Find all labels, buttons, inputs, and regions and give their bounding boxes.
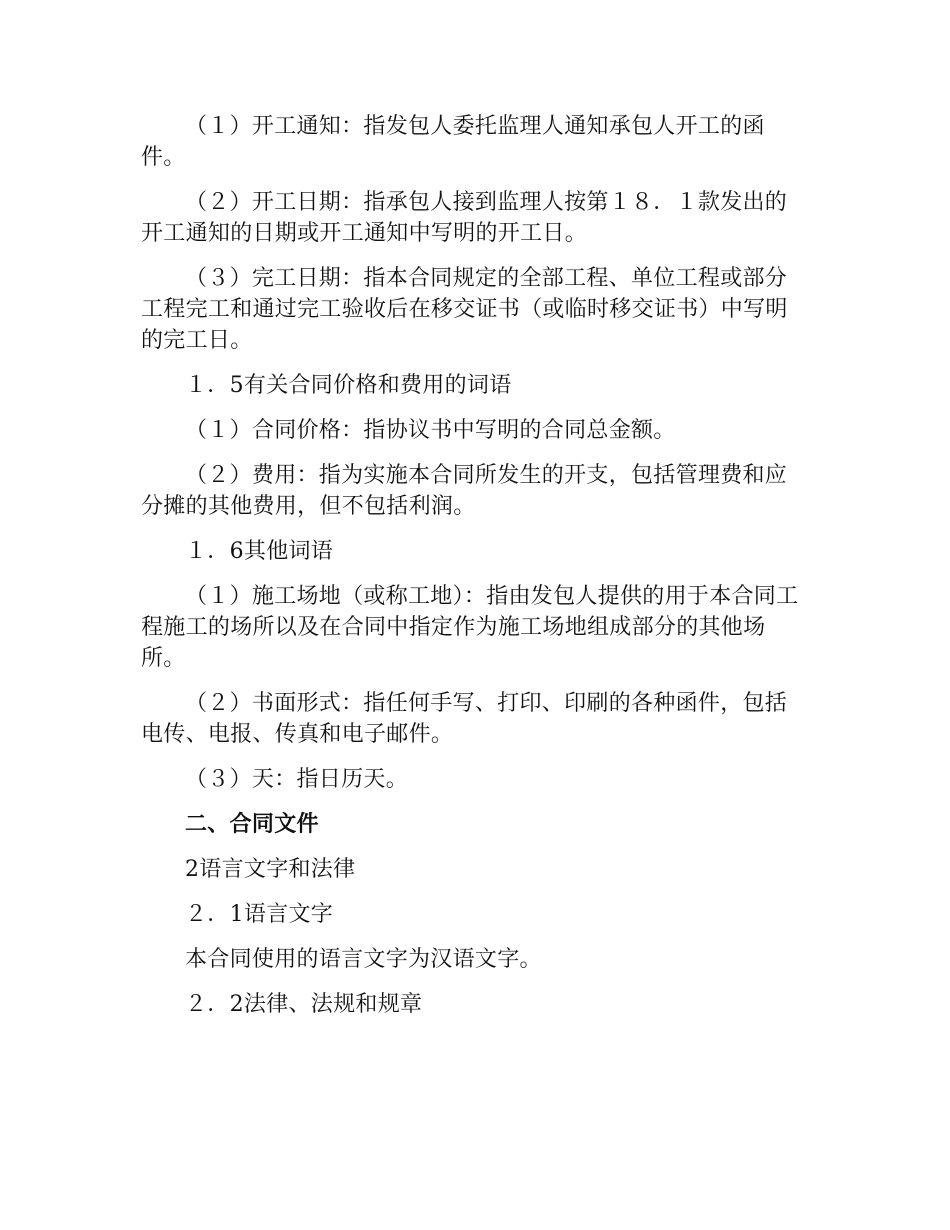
paragraph-day: （３）天：指日历天。 xyxy=(185,767,409,792)
paragraph-written-form: （２）书面形式：指任何手写、打印、印刷的各种函件，包括电传、电报、传真和电子邮件。 xyxy=(141,691,788,747)
section-2-1-title: ２．1语言文字 xyxy=(185,902,334,927)
section-1-5-title: １．5有关合同价格和费用的词语 xyxy=(185,373,512,398)
paragraph-contract-price: （１）合同价格：指协议书中写明的合同总金额。 xyxy=(185,418,676,443)
paragraph-language: 本合同使用的语言文字为汉语文字。 xyxy=(185,947,542,972)
paragraph-start-notice: （１）开工通知：指发包人委托监理人通知承包人开工的函件。 xyxy=(141,114,765,170)
paragraph-completion-date: （３）完工日期：指本合同规定的全部工程、单位工程或部分工程完工和通过完工验收后在移交证书（或临时移交证书）中写明的完工日。 xyxy=(141,266,788,353)
paragraph-construction-site: （１）施工场地（或称工地）：指由发包人提供的用于本合同工程施工的场所以及在合同中指定作为施工场地组成部分的其他场所。 xyxy=(141,584,799,671)
paragraph-costs: （２）费用：指为实施本合同所发生的开支，包括管理费和应分摊的其他费用，但不包括利润。 xyxy=(141,463,788,519)
section-1-6-title: １．6其他词语 xyxy=(185,539,334,564)
section-2-title: 2语言文字和法律 xyxy=(185,857,356,882)
document-body xyxy=(141,111,809,1034)
paragraph-start-date: （２）开工日期：指承包人接到监理人按第１８．１款发出的开工通知的日期或开工通知中写明的开工日。 xyxy=(141,190,788,246)
section-2-2-title: ２．2法律、法规和规章 xyxy=(185,992,423,1017)
chapter-2-heading: 二、合同文件 xyxy=(185,812,319,837)
